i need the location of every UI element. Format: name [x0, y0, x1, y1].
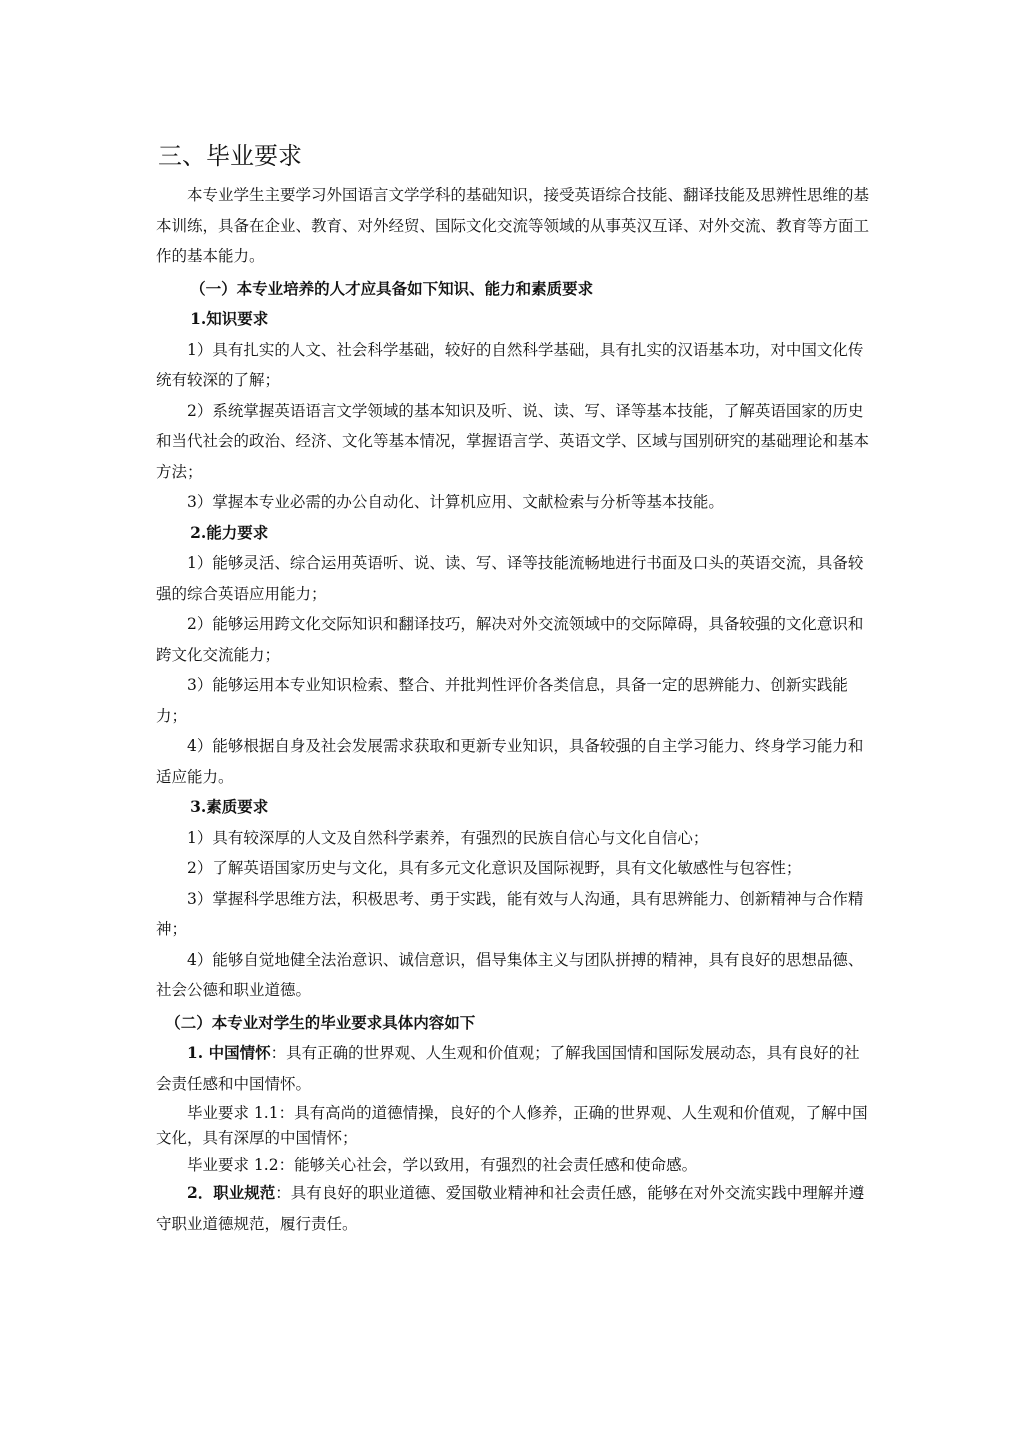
ability-item: 1）能够灵活、综合运用英语听、说、读、写、译等技能流畅地进行书面及口头的英语交流，具备较强的综合英语应用能力； — [156, 554, 864, 603]
quality-item: 1）具有较深厚的人文及自然科学素养，有强烈的民族自信心与文化自信心； — [187, 828, 709, 847]
ability-item: 4）能够根据自身及社会发展需求获取和更新专业知识，具备较强的自主学习能力、终身学习能力和适应能力。 — [156, 737, 864, 786]
ability-item: 2）能够运用跨文化交际知识和翻译技巧，解决对外交流领域中的交际障碍，具备较强的文化意识和跨文化交流能力； — [156, 615, 864, 664]
knowledge-item: 3）掌握本专业必需的办公自动化、计算机应用、文献检索与分析等基本技能。 — [187, 493, 724, 511]
part2-heading: （二）本专业对学生的毕业要求具体内容如下 — [165, 1012, 476, 1032]
ability-item: 3）能够运用本专业知识检索、整合、并批判性评价各类信息，具备一定的思辨能力、创新实践能力； — [156, 676, 848, 725]
graduation-item-2-text: ：具有良好的职业道德、爱国敬业精神和社会责任感，能够在对外交流实践中理解并遵守职业道德规范，履行责任。 — [156, 1184, 865, 1233]
graduation-item-2 — [156, 1178, 872, 1239]
knowledge-item: 2）系统掌握英语语言文学领域的基本知识及听、说、读、写、译等基本技能，了解英语国家的历史和当代社会的政治、经济、文化等基本情况，掌握语言学、英语文学、区域与国别研究的基础理论和基本方法； — [156, 401, 870, 481]
document-body — [156, 180, 872, 1239]
graduation-item-1 — [156, 1038, 872, 1099]
part1-heading: （一）本专业培养的人才应具备如下知识、能力和素质要求 — [190, 278, 594, 298]
quality-heading: 3.素质要求 — [190, 797, 269, 816]
quality-item: 2）了解英语国家历史与文化，具有多元文化意识及国际视野，具有文化敏感性与包容性； — [187, 859, 802, 877]
knowledge-heading: 1.知识要求 — [190, 309, 269, 328]
graduation-item-1-label: 1. 中国情怀 — [187, 1043, 271, 1062]
quality-item: 3）掌握科学思维方法，积极思考、勇于实践，能有效与人沟通，具有思辨能力、创新精神与合作精神； — [156, 889, 864, 938]
graduation-item-1-text: ：具有正确的世界观、人生观和价值观；了解我国国情和国际发展动态，具有良好的社会责任感和中国情怀。 — [156, 1044, 860, 1093]
graduation-req-1-1: 毕业要求 1.1：具有高尚的道德情操，良好的个人修养，正确的世界观、人生观和价值观，了解中国文化，具有深厚的中国情怀； — [156, 1104, 868, 1147]
quality-item: 4）能够自觉地健全法治意识、诚信意识，倡导集体主义与团队拼搏的精神，具有良好的思想品德、社会公德和职业道德。 — [156, 950, 864, 999]
graduation-req-1-2: 毕业要求 1.2：能够关心社会，学以致用，有强烈的社会责任感和使命感。 — [187, 1156, 698, 1174]
ability-heading: 2.能力要求 — [190, 522, 269, 542]
intro-paragraph: 本专业学生主要学习外国语言文学学科的基础知识，接受英语综合技能、翻译技能及思辨性思维的基本训练，具备在企业、教育、对外经贸、国际文化交流等领域的从事英汉互译、对外交流、教育等方面工作的基本能力。 — [156, 186, 870, 265]
section-title: 三、毕业要求 — [158, 142, 302, 170]
graduation-item-2-label: 2．职业规范 — [187, 1183, 276, 1202]
knowledge-item: 1）具有扎实的人文、社会科学基础，较好的自然科学基础，具有扎实的汉语基本功，对中国文化传统有较深的了解； — [156, 340, 864, 389]
